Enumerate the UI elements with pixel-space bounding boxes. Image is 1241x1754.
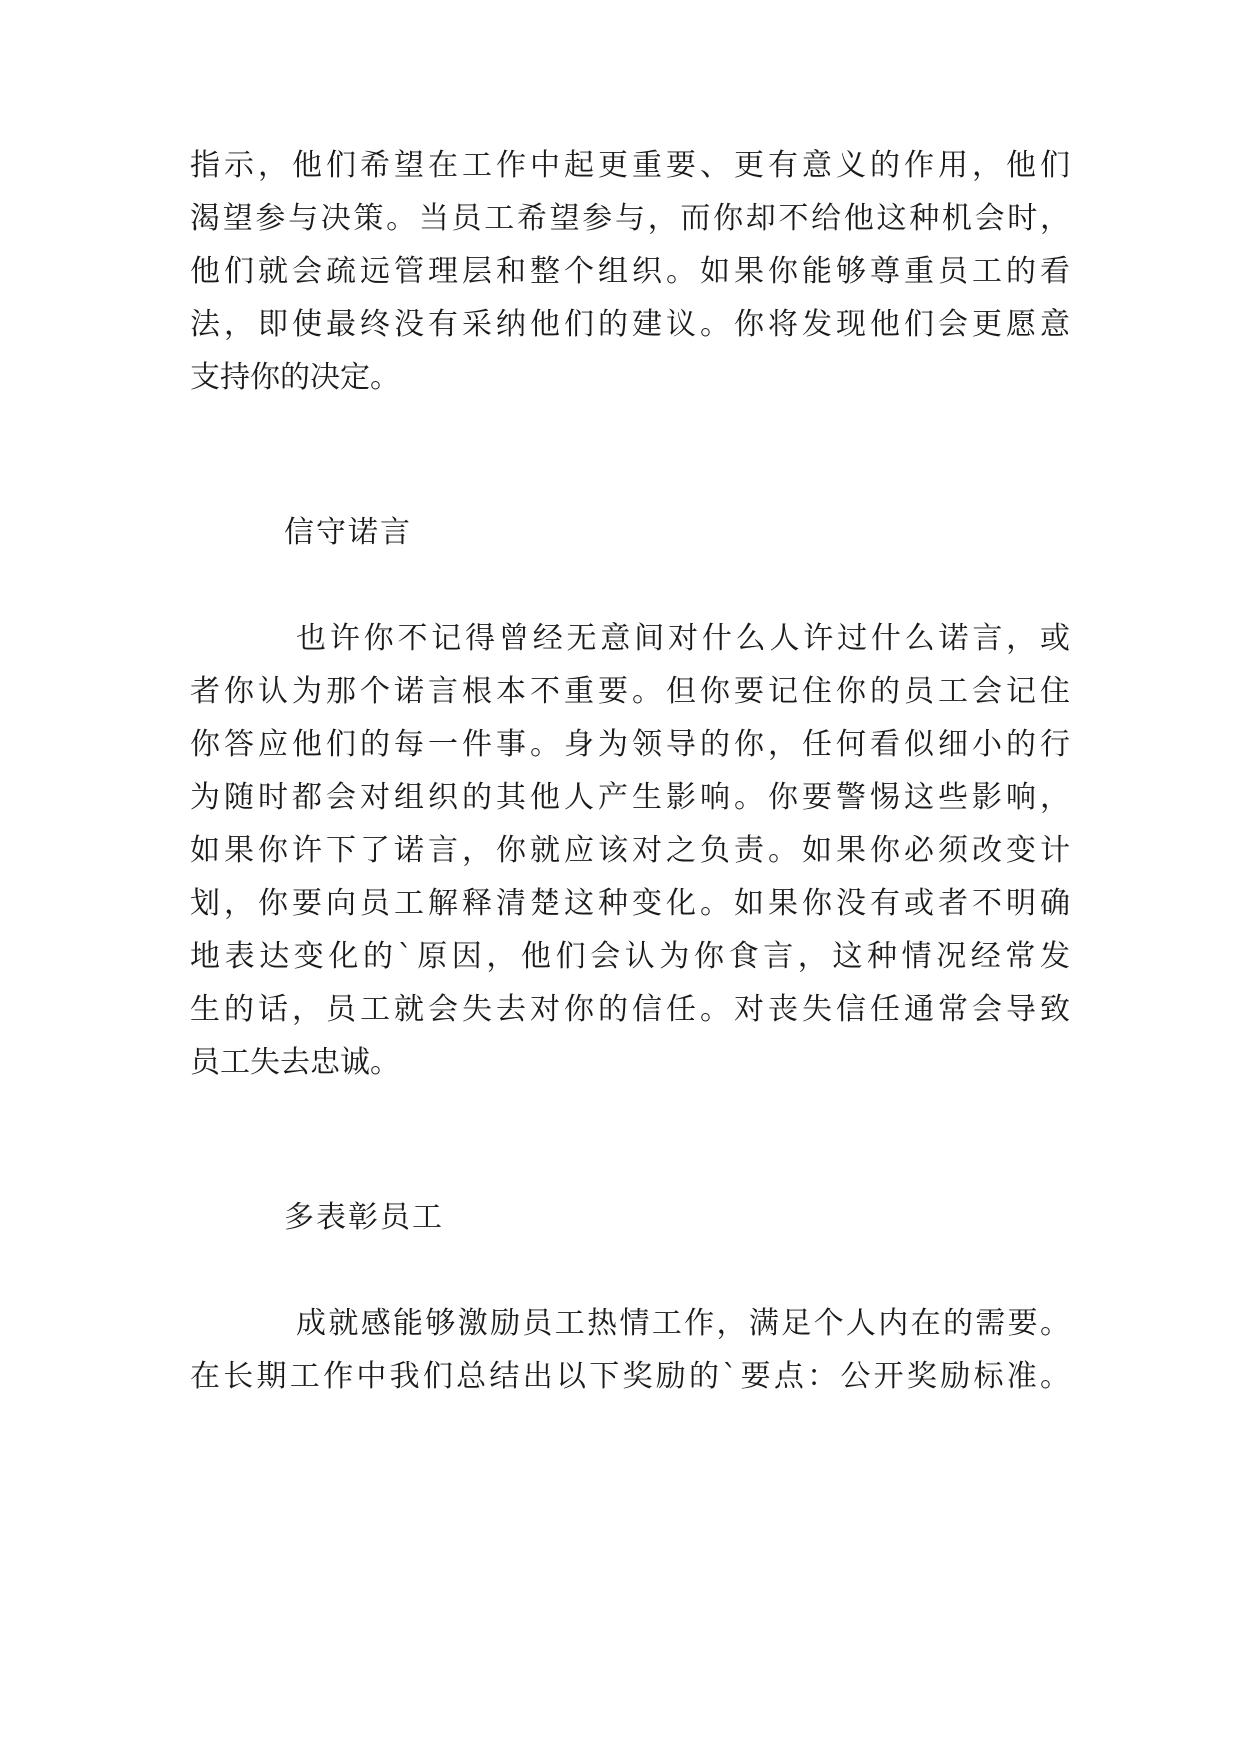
text-line: 渴望参与决策。当员工希望参与，而你却不给他这种机会时， [190, 201, 1070, 236]
text-line: 支持你的决定。 [190, 360, 400, 395]
text-line: 法，即使最终没有采纳他们的建议。你将发现他们会更愿意 [190, 307, 1070, 342]
text-line: 为随时都会对组织的其他人产生影响。你要警惕这些影响， [190, 780, 1070, 815]
text-line: 地表达变化的`原因，他们会认为你食言，这种情况经常发 [190, 939, 1070, 974]
text-line: 生的话，员工就会失去对你的信任。对丧失信任通常会导致 [190, 992, 1070, 1027]
text-line: 他们就会疏远管理层和整个组织。如果你能够尊重员工的看 [190, 254, 1070, 289]
section-heading-keep-promises: 信守诺言 [284, 515, 412, 550]
text-line: 者你认为那个诺言根本不重要。但你要记住你的员工会记住 [190, 674, 1070, 709]
text-line: 指示，他们希望在工作中起更重要、更有意义的作用，他们 [190, 148, 1070, 183]
text-line: 员工失去忠诚。 [190, 1045, 400, 1080]
text-line: 也许你不记得曾经无意间对什么人许过什么诺言，或 [296, 621, 1070, 656]
text-line: 划，你要向员工解释清楚这种变化。如果你没有或者不明确 [190, 886, 1070, 921]
text-line: 你答应他们的每一件事。身为领导的你，任何看似细小的行 [190, 727, 1070, 762]
text-line: 如果你许下了诺言，你就应该对之负责。如果你必须改变计 [190, 833, 1070, 868]
section-heading-praise-employees: 多表彰员工 [284, 1200, 444, 1235]
text-line: 在长期工作中我们总结出以下奖励的`要点：公开奖励标准。 [190, 1359, 1070, 1394]
text-line: 成就感能够激励员工热情工作，满足个人内在的需要。 [296, 1306, 1070, 1341]
